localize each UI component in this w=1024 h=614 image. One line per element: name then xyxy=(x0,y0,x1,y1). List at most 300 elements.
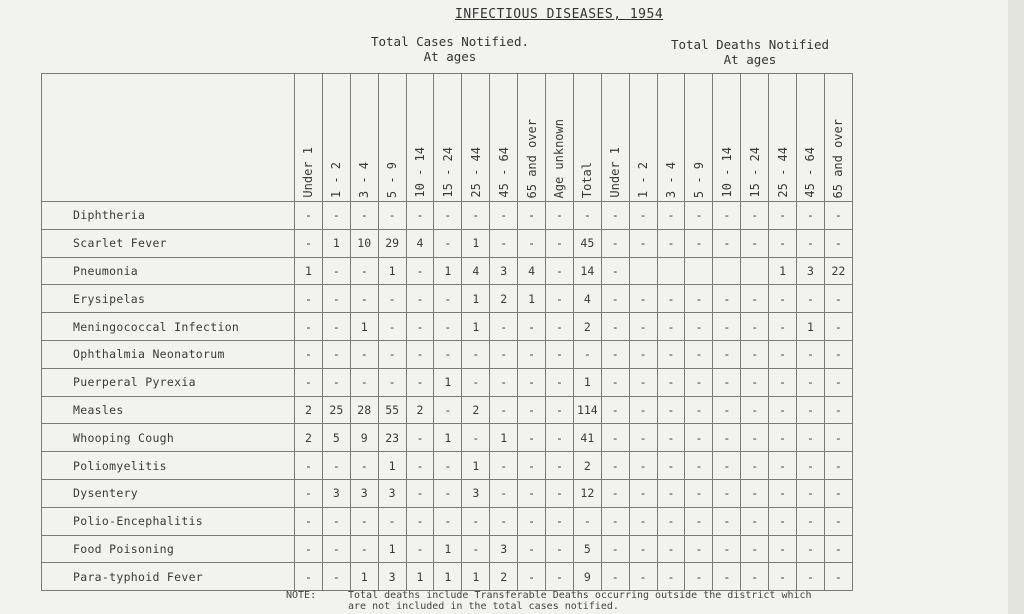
table-row xyxy=(42,202,853,230)
count-cell: - xyxy=(378,285,406,313)
table-header-row xyxy=(42,74,853,202)
count-cell: 23 xyxy=(378,424,406,452)
count-cell: - xyxy=(797,396,825,424)
column-header-label: 65 and over xyxy=(524,118,539,198)
count-cell: - xyxy=(406,368,434,396)
count-cell: - xyxy=(490,340,518,368)
count-cell: - xyxy=(601,424,629,452)
header-disease-cell xyxy=(42,74,295,202)
column-header xyxy=(601,74,629,202)
count-cell: 1 xyxy=(462,285,490,313)
count-cell: - xyxy=(490,202,518,230)
count-cell: - xyxy=(601,202,629,230)
count-cell: - xyxy=(824,452,852,480)
count-cell: - xyxy=(685,424,713,452)
count-cell: - xyxy=(406,424,434,452)
count-cell: - xyxy=(824,368,852,396)
count-cell: - xyxy=(434,285,462,313)
table-row xyxy=(42,424,853,452)
page-title: INFECTIOUS DISEASES, 1954 xyxy=(455,7,664,22)
count-cell: - xyxy=(601,285,629,313)
count-cell: 1 xyxy=(573,368,601,396)
count-cell: - xyxy=(769,396,797,424)
count-cell: - xyxy=(685,340,713,368)
cases-heading-line2: At ages xyxy=(423,49,477,64)
disease-name: Puerperal Pyrexia xyxy=(42,368,295,396)
count-cell: - xyxy=(685,202,713,230)
table-row xyxy=(42,313,853,341)
count-cell: - xyxy=(797,452,825,480)
count-cell: - xyxy=(546,396,574,424)
count-cell: 28 xyxy=(350,396,378,424)
count-cell: - xyxy=(434,229,462,257)
count-cell: - xyxy=(657,396,685,424)
column-header-label: 15 - 24 xyxy=(747,147,762,198)
deaths-heading-line1: Total Deaths Notified xyxy=(670,37,830,52)
count-cell: 2 xyxy=(573,313,601,341)
column-header xyxy=(769,74,797,202)
count-cell: - xyxy=(797,535,825,563)
count-cell: - xyxy=(769,507,797,535)
count-cell: 1 xyxy=(378,535,406,563)
count-cell: - xyxy=(490,229,518,257)
column-header xyxy=(546,74,574,202)
count-cell: - xyxy=(295,452,323,480)
count-cell: - xyxy=(797,340,825,368)
column-header xyxy=(518,74,546,202)
count-cell: - xyxy=(601,368,629,396)
count-cell: - xyxy=(824,424,852,452)
count-cell: 3 xyxy=(490,257,518,285)
count-cell: - xyxy=(824,313,852,341)
count-cell: - xyxy=(490,313,518,341)
column-header-label: Age unknown xyxy=(552,118,567,198)
count-cell: - xyxy=(462,535,490,563)
count-cell: - xyxy=(769,368,797,396)
column-header-label: 10 - 14 xyxy=(719,147,734,198)
count-cell: - xyxy=(685,479,713,507)
column-header xyxy=(322,74,350,202)
column-header xyxy=(295,74,323,202)
count-cell: - xyxy=(295,479,323,507)
count-cell: - xyxy=(713,368,741,396)
count-cell: 3 xyxy=(350,479,378,507)
column-header xyxy=(797,74,825,202)
table-row xyxy=(42,396,853,424)
count-cell: - xyxy=(797,424,825,452)
count-cell: - xyxy=(769,313,797,341)
count-cell: 1 xyxy=(769,257,797,285)
count-cell: - xyxy=(685,229,713,257)
count-cell: 4 xyxy=(462,257,490,285)
table-row xyxy=(42,257,853,285)
cases-heading-line1: Total Cases Notified. xyxy=(370,34,530,49)
count-cell: - xyxy=(350,507,378,535)
count-cell: - xyxy=(462,202,490,230)
count-cell: - xyxy=(406,507,434,535)
count-cell: - xyxy=(350,285,378,313)
disease-name: Poliomyelitis xyxy=(42,452,295,480)
count-cell: 4 xyxy=(406,229,434,257)
count-cell: - xyxy=(601,396,629,424)
column-header-label: Under 1 xyxy=(608,147,623,198)
count-cell: - xyxy=(685,285,713,313)
count-cell: 1 xyxy=(434,257,462,285)
count-cell: - xyxy=(462,424,490,452)
count-cell: - xyxy=(434,340,462,368)
count-cell: - xyxy=(601,229,629,257)
column-header xyxy=(406,74,434,202)
count-cell xyxy=(713,257,741,285)
deaths-heading xyxy=(645,37,855,67)
count-cell: - xyxy=(295,313,323,341)
count-cell: 3 xyxy=(462,479,490,507)
count-cell: - xyxy=(824,340,852,368)
count-cell: 1 xyxy=(462,563,490,591)
column-header xyxy=(434,74,462,202)
count-cell: - xyxy=(573,202,601,230)
count-cell: - xyxy=(797,202,825,230)
disease-name: Para-typhoid Fever xyxy=(42,563,295,591)
count-cell: - xyxy=(824,396,852,424)
count-cell: - xyxy=(295,535,323,563)
count-cell: - xyxy=(713,313,741,341)
count-cell: - xyxy=(350,452,378,480)
count-cell: - xyxy=(378,202,406,230)
column-header-label: 5 - 9 xyxy=(691,161,706,198)
count-cell: - xyxy=(350,257,378,285)
count-cell: - xyxy=(657,424,685,452)
count-cell: - xyxy=(406,313,434,341)
count-cell: - xyxy=(322,535,350,563)
count-cell: 1 xyxy=(434,424,462,452)
column-header xyxy=(378,74,406,202)
count-cell: - xyxy=(657,479,685,507)
count-cell: - xyxy=(824,202,852,230)
count-cell: - xyxy=(657,535,685,563)
column-header-label: 65 and over xyxy=(831,118,846,198)
count-cell: - xyxy=(573,340,601,368)
count-cell: 4 xyxy=(573,285,601,313)
count-cell: - xyxy=(295,340,323,368)
count-cell: - xyxy=(434,452,462,480)
count-cell: - xyxy=(518,452,546,480)
count-cell: - xyxy=(350,535,378,563)
count-cell: - xyxy=(518,479,546,507)
count-cell: - xyxy=(490,368,518,396)
count-cell: 3 xyxy=(378,479,406,507)
count-cell: - xyxy=(601,340,629,368)
count-cell: 9 xyxy=(573,563,601,591)
count-cell: - xyxy=(295,368,323,396)
count-cell: - xyxy=(769,229,797,257)
count-cell: - xyxy=(713,285,741,313)
count-cell: - xyxy=(797,285,825,313)
column-header xyxy=(685,74,713,202)
count-cell: - xyxy=(322,313,350,341)
count-cell: - xyxy=(769,202,797,230)
count-cell: - xyxy=(741,285,769,313)
count-cell: - xyxy=(713,452,741,480)
disease-name: Dysentery xyxy=(42,479,295,507)
count-cell: - xyxy=(741,479,769,507)
count-cell: - xyxy=(518,507,546,535)
count-cell: 3 xyxy=(797,257,825,285)
disease-name: Food Poisoning xyxy=(42,535,295,563)
count-cell: 9 xyxy=(350,424,378,452)
count-cell: - xyxy=(769,424,797,452)
count-cell: - xyxy=(350,202,378,230)
column-header xyxy=(741,74,769,202)
count-cell: - xyxy=(546,535,574,563)
count-cell: 3 xyxy=(490,535,518,563)
count-cell: - xyxy=(629,368,657,396)
count-cell: - xyxy=(434,479,462,507)
count-cell: 1 xyxy=(434,563,462,591)
count-cell: 2 xyxy=(490,285,518,313)
column-header-label: 3 - 4 xyxy=(357,161,372,198)
count-cell: 2 xyxy=(295,396,323,424)
count-cell: - xyxy=(797,507,825,535)
count-cell: - xyxy=(350,340,378,368)
count-cell: 1 xyxy=(322,229,350,257)
count-cell: - xyxy=(490,452,518,480)
count-cell: - xyxy=(824,563,852,591)
count-cell: - xyxy=(378,340,406,368)
count-cell: - xyxy=(546,340,574,368)
table-row xyxy=(42,229,853,257)
count-cell: - xyxy=(434,313,462,341)
count-cell: 5 xyxy=(322,424,350,452)
count-cell: 45 xyxy=(573,229,601,257)
column-header-label: Total xyxy=(580,161,595,198)
footnote-label: NOTE: xyxy=(286,590,317,601)
disease-name: Measles xyxy=(42,396,295,424)
count-cell: 25 xyxy=(322,396,350,424)
count-cell: - xyxy=(741,424,769,452)
count-cell: - xyxy=(713,202,741,230)
disease-name: Whooping Cough xyxy=(42,424,295,452)
count-cell: - xyxy=(769,340,797,368)
count-cell: - xyxy=(629,313,657,341)
count-cell: - xyxy=(685,313,713,341)
count-cell: - xyxy=(406,535,434,563)
count-cell: 5 xyxy=(573,535,601,563)
column-header-label: 1 - 2 xyxy=(636,161,651,198)
count-cell: - xyxy=(434,396,462,424)
count-cell: - xyxy=(769,452,797,480)
count-cell: - xyxy=(406,452,434,480)
count-cell: 2 xyxy=(295,424,323,452)
count-cell: - xyxy=(573,507,601,535)
count-cell: 2 xyxy=(462,396,490,424)
count-cell: - xyxy=(518,424,546,452)
count-cell: - xyxy=(546,479,574,507)
count-cell: - xyxy=(657,507,685,535)
count-cell: - xyxy=(741,313,769,341)
count-cell: - xyxy=(406,479,434,507)
count-cell: - xyxy=(629,507,657,535)
count-cell: - xyxy=(741,340,769,368)
count-cell: 3 xyxy=(322,479,350,507)
count-cell: - xyxy=(685,563,713,591)
table-row xyxy=(42,563,853,591)
count-cell: - xyxy=(378,368,406,396)
count-cell: - xyxy=(657,340,685,368)
count-cell: 2 xyxy=(406,396,434,424)
count-cell: - xyxy=(824,285,852,313)
count-cell: 41 xyxy=(573,424,601,452)
disease-name: Ophthalmia Neonatorum xyxy=(42,340,295,368)
count-cell: - xyxy=(713,479,741,507)
disease-name: Pneumonia xyxy=(42,257,295,285)
count-cell: 1 xyxy=(490,424,518,452)
count-cell: 1 xyxy=(434,368,462,396)
count-cell: - xyxy=(462,368,490,396)
table-row xyxy=(42,479,853,507)
count-cell: 14 xyxy=(573,257,601,285)
count-cell: - xyxy=(824,535,852,563)
count-cell: 4 xyxy=(518,257,546,285)
table-row xyxy=(42,452,853,480)
count-cell: - xyxy=(769,285,797,313)
count-cell: - xyxy=(824,507,852,535)
count-cell: - xyxy=(685,535,713,563)
count-cell: - xyxy=(629,285,657,313)
count-cell: - xyxy=(601,257,629,285)
count-cell: - xyxy=(546,452,574,480)
count-cell xyxy=(629,257,657,285)
count-cell: 1 xyxy=(797,313,825,341)
count-cell: - xyxy=(657,285,685,313)
count-cell xyxy=(657,257,685,285)
count-cell: - xyxy=(797,563,825,591)
count-cell: - xyxy=(322,257,350,285)
count-cell: - xyxy=(685,452,713,480)
count-cell: - xyxy=(797,368,825,396)
count-cell: - xyxy=(657,313,685,341)
count-cell: - xyxy=(518,313,546,341)
count-cell: - xyxy=(657,452,685,480)
table-row xyxy=(42,535,853,563)
count-cell: - xyxy=(518,563,546,591)
count-cell: - xyxy=(518,340,546,368)
column-header-label: 1 - 2 xyxy=(329,161,344,198)
column-header xyxy=(462,74,490,202)
count-cell: 2 xyxy=(490,563,518,591)
count-cell: 3 xyxy=(378,563,406,591)
count-cell: - xyxy=(769,535,797,563)
count-cell: - xyxy=(601,479,629,507)
disease-name: Polio-Encephalitis xyxy=(42,507,295,535)
count-cell: - xyxy=(741,535,769,563)
count-cell: 1 xyxy=(295,257,323,285)
count-cell: - xyxy=(322,507,350,535)
count-cell: - xyxy=(601,535,629,563)
count-cell: - xyxy=(490,507,518,535)
count-cell: 2 xyxy=(573,452,601,480)
count-cell: - xyxy=(601,313,629,341)
count-cell: - xyxy=(546,285,574,313)
count-cell: - xyxy=(629,424,657,452)
count-cell: - xyxy=(518,368,546,396)
footnote-text: Total deaths include Transferable Deaths occurring outside the district which are not included in the total cases notified. xyxy=(348,590,812,612)
count-cell: - xyxy=(462,507,490,535)
count-cell: - xyxy=(434,202,462,230)
table-row xyxy=(42,285,853,313)
count-cell: - xyxy=(295,507,323,535)
count-cell: 1 xyxy=(462,229,490,257)
count-cell xyxy=(685,257,713,285)
count-cell: - xyxy=(490,396,518,424)
count-cell: - xyxy=(657,202,685,230)
column-header xyxy=(350,74,378,202)
count-cell: - xyxy=(406,340,434,368)
table-row xyxy=(42,507,853,535)
count-cell: - xyxy=(462,340,490,368)
deaths-heading-line2: At ages xyxy=(723,52,777,67)
count-cell: - xyxy=(713,535,741,563)
disease-name: Scarlet Fever xyxy=(42,229,295,257)
count-cell: - xyxy=(685,396,713,424)
column-header-label: 3 - 4 xyxy=(664,161,679,198)
count-cell: - xyxy=(378,507,406,535)
column-header xyxy=(573,74,601,202)
column-header xyxy=(824,74,852,202)
count-cell: - xyxy=(797,229,825,257)
count-cell: - xyxy=(797,479,825,507)
count-cell: - xyxy=(741,507,769,535)
count-cell: - xyxy=(824,479,852,507)
count-cell: - xyxy=(518,229,546,257)
count-cell: - xyxy=(601,452,629,480)
cases-heading xyxy=(345,34,555,64)
count-cell: - xyxy=(546,507,574,535)
count-cell: - xyxy=(629,563,657,591)
count-cell: - xyxy=(741,368,769,396)
count-cell: - xyxy=(629,202,657,230)
count-cell: 114 xyxy=(573,396,601,424)
count-cell: - xyxy=(546,229,574,257)
count-cell: - xyxy=(322,563,350,591)
count-cell: - xyxy=(518,396,546,424)
count-cell: - xyxy=(713,424,741,452)
count-cell: - xyxy=(601,563,629,591)
count-cell: 1 xyxy=(462,313,490,341)
count-cell: - xyxy=(295,285,323,313)
count-cell: - xyxy=(546,424,574,452)
count-cell: - xyxy=(406,257,434,285)
count-cell: 1 xyxy=(350,563,378,591)
count-cell: - xyxy=(713,563,741,591)
count-cell: - xyxy=(378,313,406,341)
column-header-label: 25 - 44 xyxy=(775,147,790,198)
count-cell: - xyxy=(518,202,546,230)
count-cell: - xyxy=(295,229,323,257)
count-cell: 1 xyxy=(350,313,378,341)
count-cell: - xyxy=(546,202,574,230)
count-cell: 10 xyxy=(350,229,378,257)
count-cell: - xyxy=(824,229,852,257)
disease-name: Erysipelas xyxy=(42,285,295,313)
count-cell: - xyxy=(546,313,574,341)
count-cell: - xyxy=(741,563,769,591)
count-cell: - xyxy=(322,368,350,396)
disease-name: Meningococcal Infection xyxy=(42,313,295,341)
count-cell: - xyxy=(685,507,713,535)
count-cell: 1 xyxy=(378,452,406,480)
count-cell: - xyxy=(629,340,657,368)
